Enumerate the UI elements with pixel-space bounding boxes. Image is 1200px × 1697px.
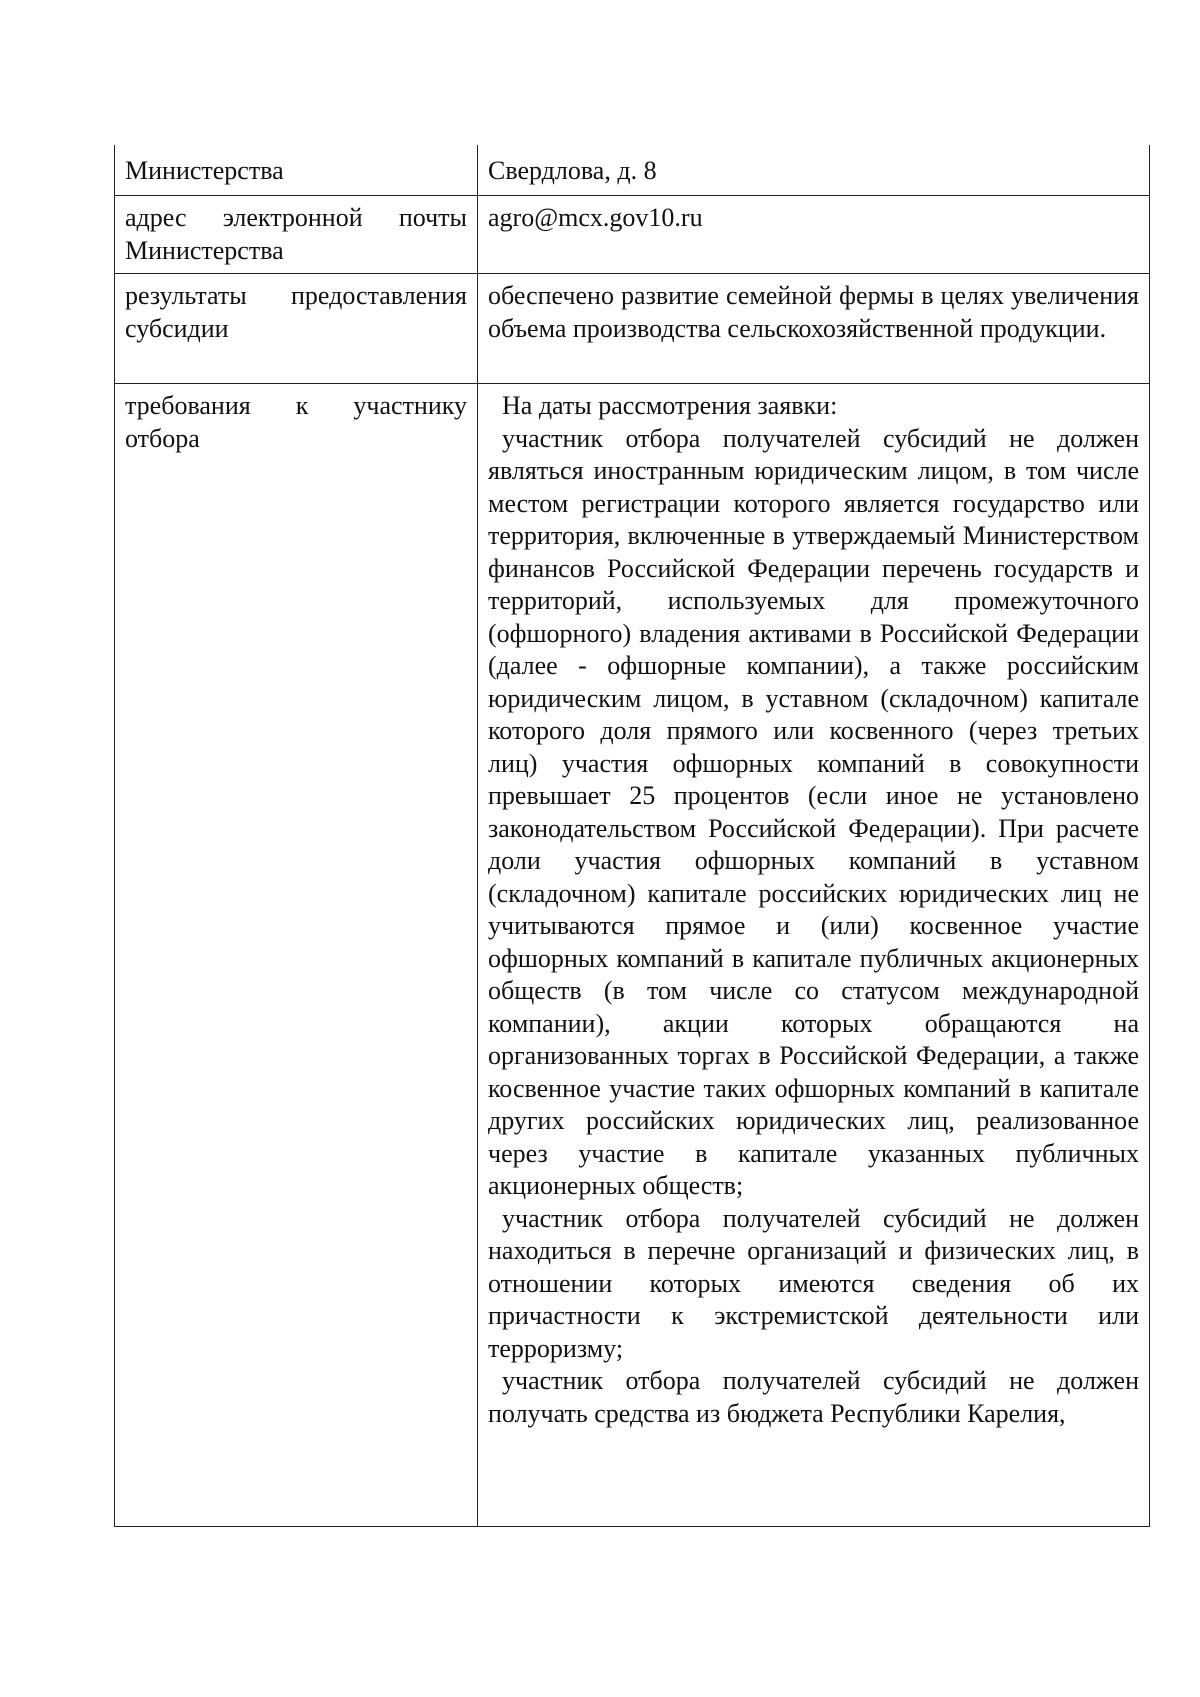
requirements-cell [478, 384, 1150, 1527]
row-label: результаты предоставления субсидии [115, 274, 478, 384]
requirement-paragraph: участник отбора получателей субсидий не должен находиться в перечне организаций и физических лиц, в отношении которых имеются сведения об их причастности к экстремистской деятельности или терроризму; [488, 1203, 1139, 1363]
row-label: требования к участнику отбора [115, 384, 478, 1527]
row-label: адрес электронной почты Министерства [115, 196, 478, 274]
requirements-intro: На даты рассмотрения заявки: [502, 391, 838, 420]
table-row [115, 145, 1150, 196]
table-row [115, 384, 1150, 1527]
requirement-paragraph: участник отбора получателей субсидий не должен являться иностранным юридическим лицом, в том числе местом регистрации которого является государство или территория, включенные в утверждаемый Министерством финансов Российской Федерации перечень государств и территорий, используемых для промежуточного (офшорного) владения активами в Российской Федерации (далее - офшорные компании), а также российским юридическим лицом, в уставном (складочном) капитале которого доля прямого или косвенного (через третьих лиц) участия офшорных компаний в совокупности превышает 25 процентов (если иное не установлено законодательством Российской Федерации). При расчете доли участия офшорных компаний в уставном (складочном) капитале российских юридических лиц не учитываются прямое и (или) косвенное участие офшорных компаний в капитале публичных акционерных обществ (в том числе со статусом международной компании), акции которых обращаются на организованных торгах в Российской Федерации, а также косвенное участие таких офшорных компаний в капитале других российских юридических лиц, реализованное через участие в капитале указанных публичных акционерных обществ; [488, 423, 1139, 1200]
row-value: Свердлова, д. 8 [478, 145, 1150, 196]
subsidy-info-table [114, 145, 1150, 1527]
table-row [115, 196, 1150, 274]
row-label: Министерства [115, 145, 478, 196]
requirement-paragraph: участник отбора получателей субсидий не должен получать средства из бюджета Республики Карелия, [488, 1366, 1139, 1428]
email-value: agro@mcx.gov10.ru [478, 196, 1150, 274]
table-row [115, 274, 1150, 384]
row-value: обеспечено развитие семейной фермы в целях увеличения объема производства сельскохозяйственной продукции. [478, 274, 1150, 384]
